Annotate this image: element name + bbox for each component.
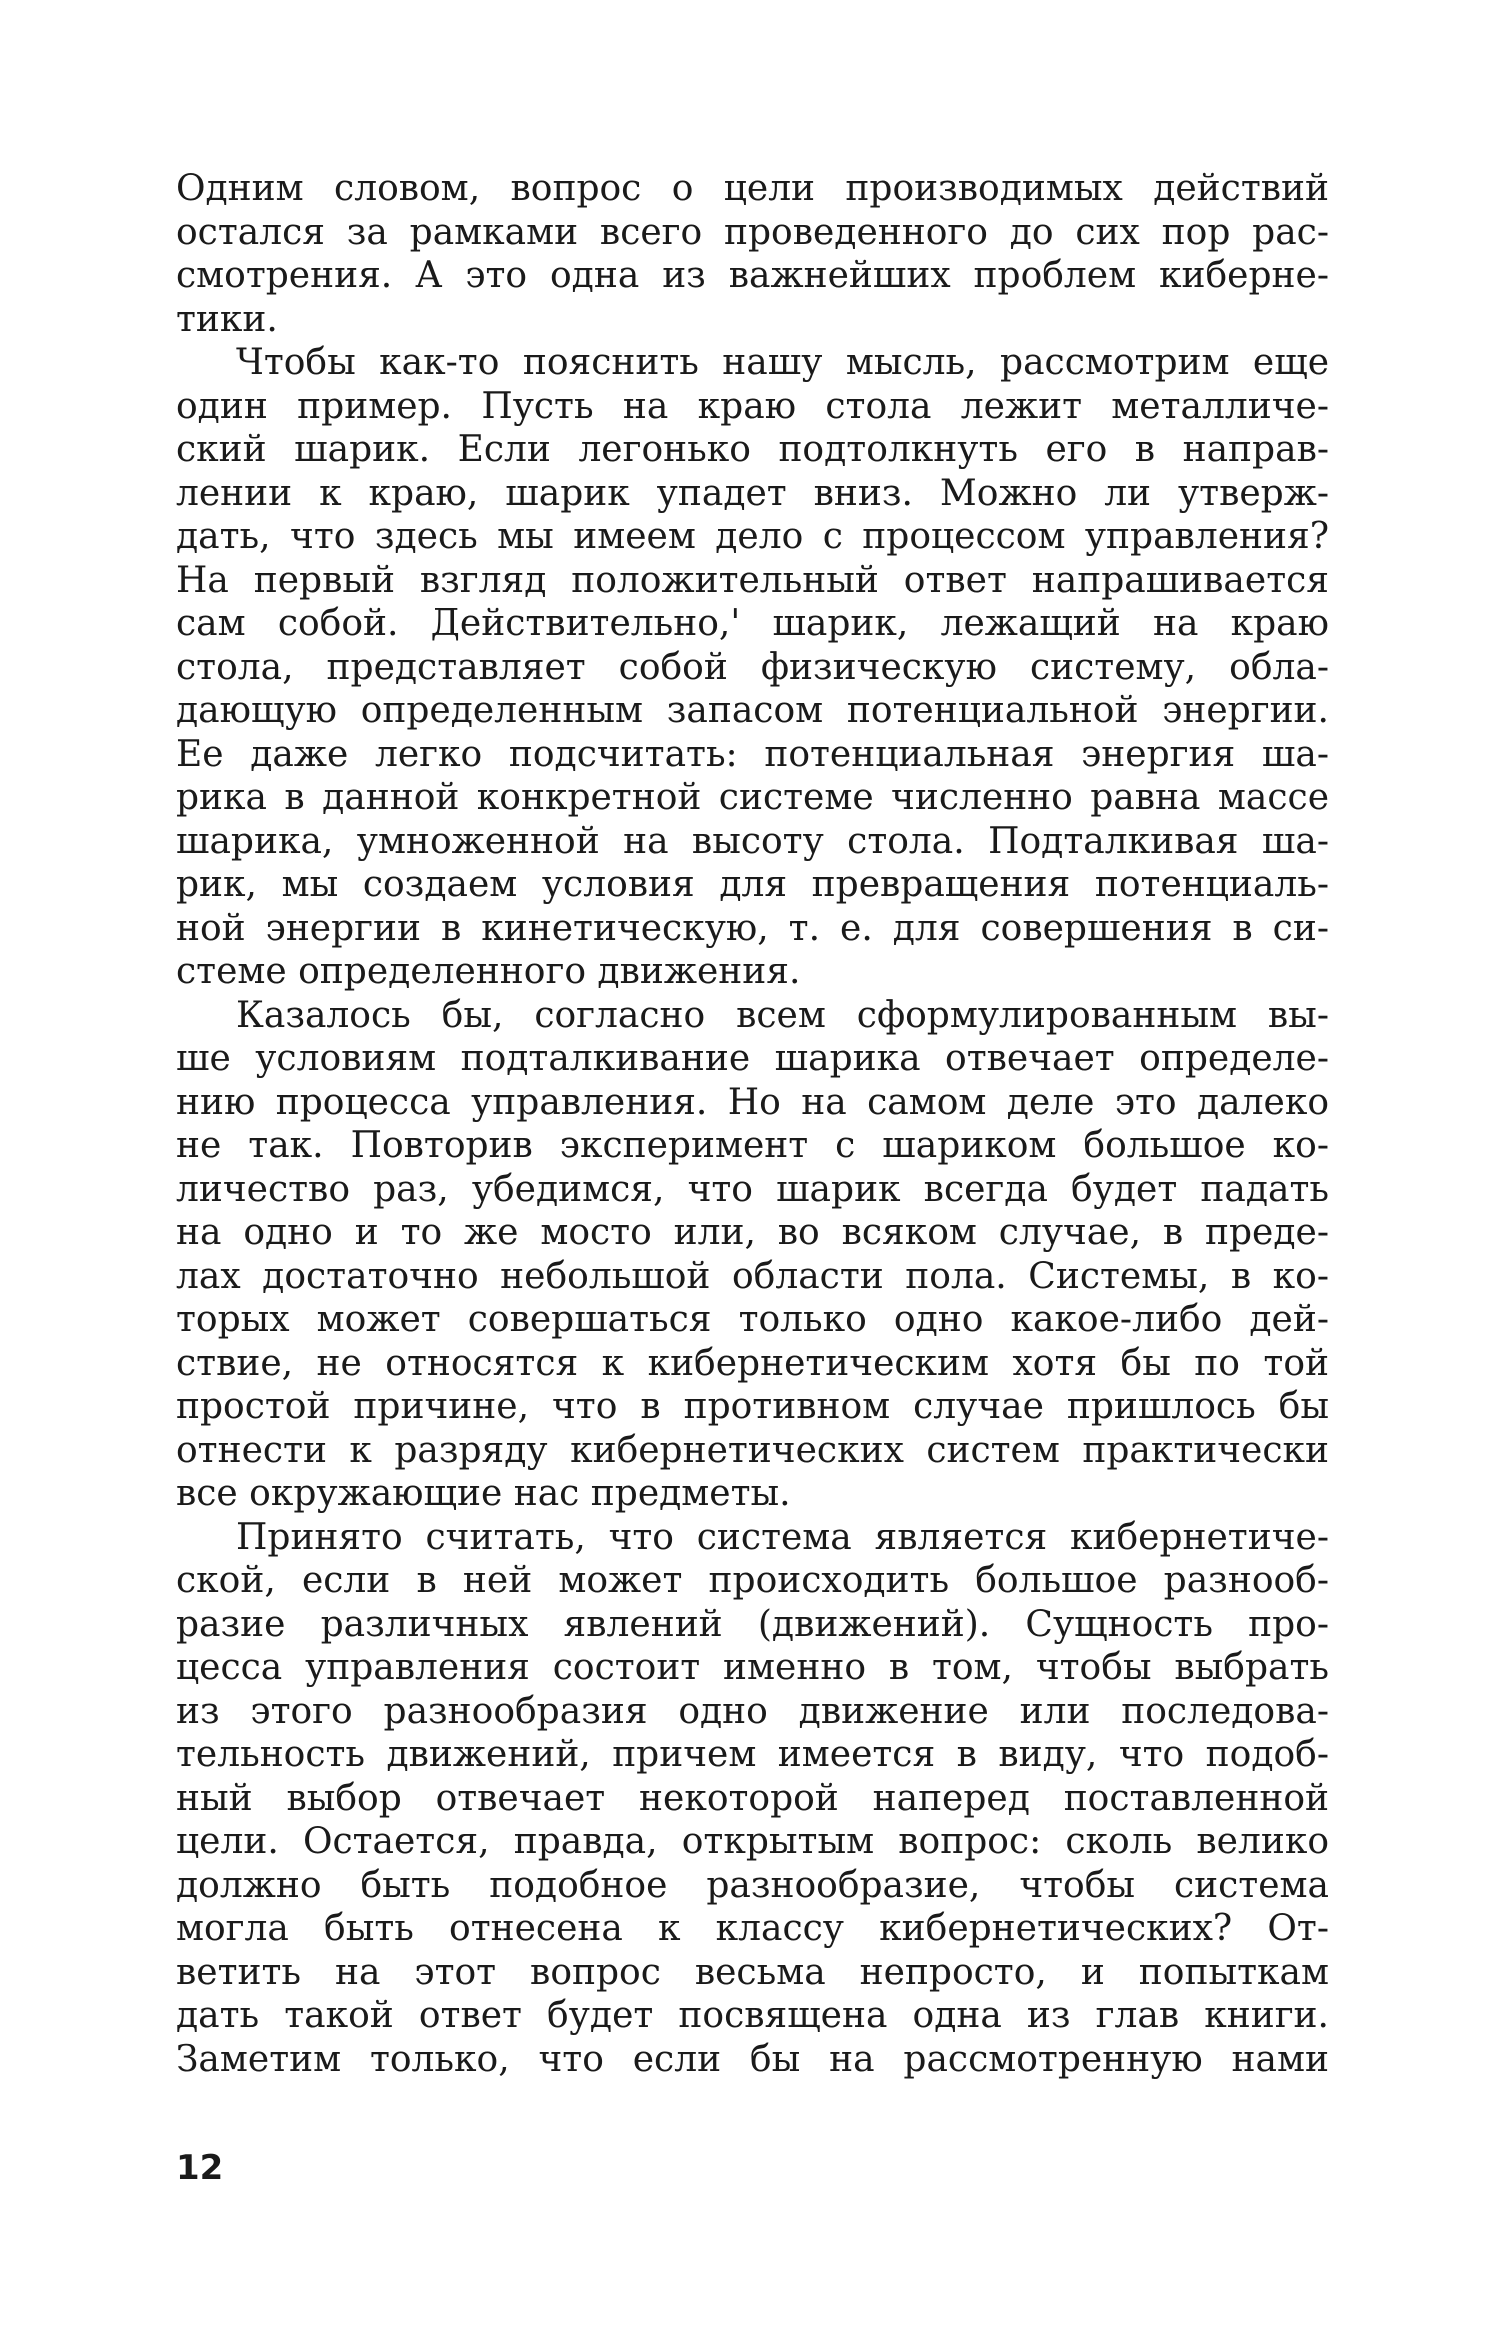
text-line: ский шарик. Если легонько подтолкнуть его в направ- bbox=[176, 429, 1329, 470]
text-line: ной энергии в кинетическую, т. е. для совершения в си- bbox=[176, 907, 1329, 949]
text-line: из этого разнообразия одно движение или последова- bbox=[176, 1690, 1329, 1732]
text-line: ный выбор отвечает некоторой наперед поставленной bbox=[176, 1777, 1329, 1819]
text-line: могла быть отнесена к классу кибернетических? От- bbox=[176, 1908, 1329, 1949]
text-line: должно быть подобное разнообразие, чтобы система bbox=[176, 1864, 1329, 1906]
text-line: торых может совершаться только одно какое-либо дей- bbox=[176, 1299, 1329, 1340]
text-line: лении к краю, шарик упадет вниз. Можно ли утверж- bbox=[176, 472, 1329, 514]
text-line: ской, если в ней может происходить большое разнооб- bbox=[176, 1560, 1329, 1601]
text-line: рика в данной конкретной системе численно равна массе bbox=[176, 777, 1329, 818]
text-line: личество раз, убедимся, что шарик всегда будет падать bbox=[176, 1168, 1329, 1210]
paragraph bbox=[176, 994, 1329, 1516]
page-number: 12 bbox=[176, 2148, 224, 2188]
text-line: рик, мы создаем условия для превращения потенциаль- bbox=[176, 864, 1329, 905]
text-line: шарика, умноженной на высоту стола. Подталкивая ша- bbox=[176, 820, 1329, 862]
paragraph bbox=[176, 1516, 1329, 2082]
text-line: простой причине, что в противном случае пришлось бы bbox=[176, 1386, 1329, 1427]
body-text bbox=[176, 167, 1329, 2081]
text-line: цесса управления состоит именно в том, чтобы выбрать bbox=[176, 1647, 1329, 1688]
text-line: дать, что здесь мы имеем дело с процессом управления? bbox=[176, 516, 1329, 557]
text-line: стеме определенного движения. bbox=[176, 951, 801, 992]
text-line: цели. Остается, правда, открытым вопрос: сколь велико bbox=[176, 1821, 1329, 1862]
text-line: дающую определенным запасом потенциальной энергии. bbox=[176, 690, 1329, 731]
text-line: ветить на этот вопрос весьма непросто, и попыткам bbox=[176, 1951, 1329, 1993]
text-line: ствие, не относятся к кибернетическим хотя бы по той bbox=[176, 1342, 1329, 1384]
text-line: дать такой ответ будет посвящена одна из глав книги. bbox=[176, 1995, 1329, 2036]
text-line: нию процесса управления. Но на самом деле это далеко bbox=[176, 1081, 1329, 1123]
text-line: Одним словом, вопрос о цели производимых действий bbox=[176, 168, 1329, 209]
text-line: Ее даже легко подсчитать: потенциальная энергия ша- bbox=[176, 733, 1329, 775]
text-line: Заметим только, что если бы на рассмотренную нами bbox=[176, 2038, 1329, 2080]
text-line: на одно и то же мосто или, во всяком случае, в преде- bbox=[176, 1212, 1329, 1253]
text-line: лах достаточно небольшой области пола. Системы, в ко- bbox=[176, 1255, 1329, 1297]
text-line: все окружающие нас предметы. bbox=[176, 1473, 791, 1514]
paragraph bbox=[176, 341, 1329, 994]
text-line: стола, представляет собой физическую систему, обла- bbox=[176, 646, 1329, 688]
text-line: тельность движений, причем имеется в виду, что подоб- bbox=[176, 1734, 1329, 1775]
text-line: Казалось бы, согласно всем сформулированным вы- bbox=[236, 994, 1329, 1036]
text-line: остался за рамками всего проведенного до сих пор рас- bbox=[176, 211, 1329, 253]
text-line: Чтобы как-то пояснить нашу мысль, рассмотрим еще bbox=[236, 342, 1329, 383]
text-line: ше условиям подталкивание шарика отвечает определе- bbox=[176, 1038, 1329, 1079]
text-line: сам собой. Действительно,' шарик, лежащий на краю bbox=[176, 603, 1329, 644]
text-line: Принято считать, что система является кибернетиче- bbox=[236, 1516, 1329, 1558]
text-line: смотрения. А это одна из важнейших проблем киберне- bbox=[176, 255, 1329, 296]
text-line: один пример. Пусть на краю стола лежит металличе- bbox=[176, 385, 1329, 427]
text-line: не так. Повторив эксперимент с шариком большое ко- bbox=[176, 1125, 1329, 1166]
text-line: разие различных явлений (движений). Сущность про- bbox=[176, 1603, 1329, 1645]
text-line: отнести к разряду кибернетических систем практически bbox=[176, 1429, 1329, 1471]
paragraph bbox=[176, 167, 1329, 341]
text-line: На первый взгляд положительный ответ напрашивается bbox=[176, 559, 1329, 601]
text-line: тики. bbox=[176, 298, 278, 340]
